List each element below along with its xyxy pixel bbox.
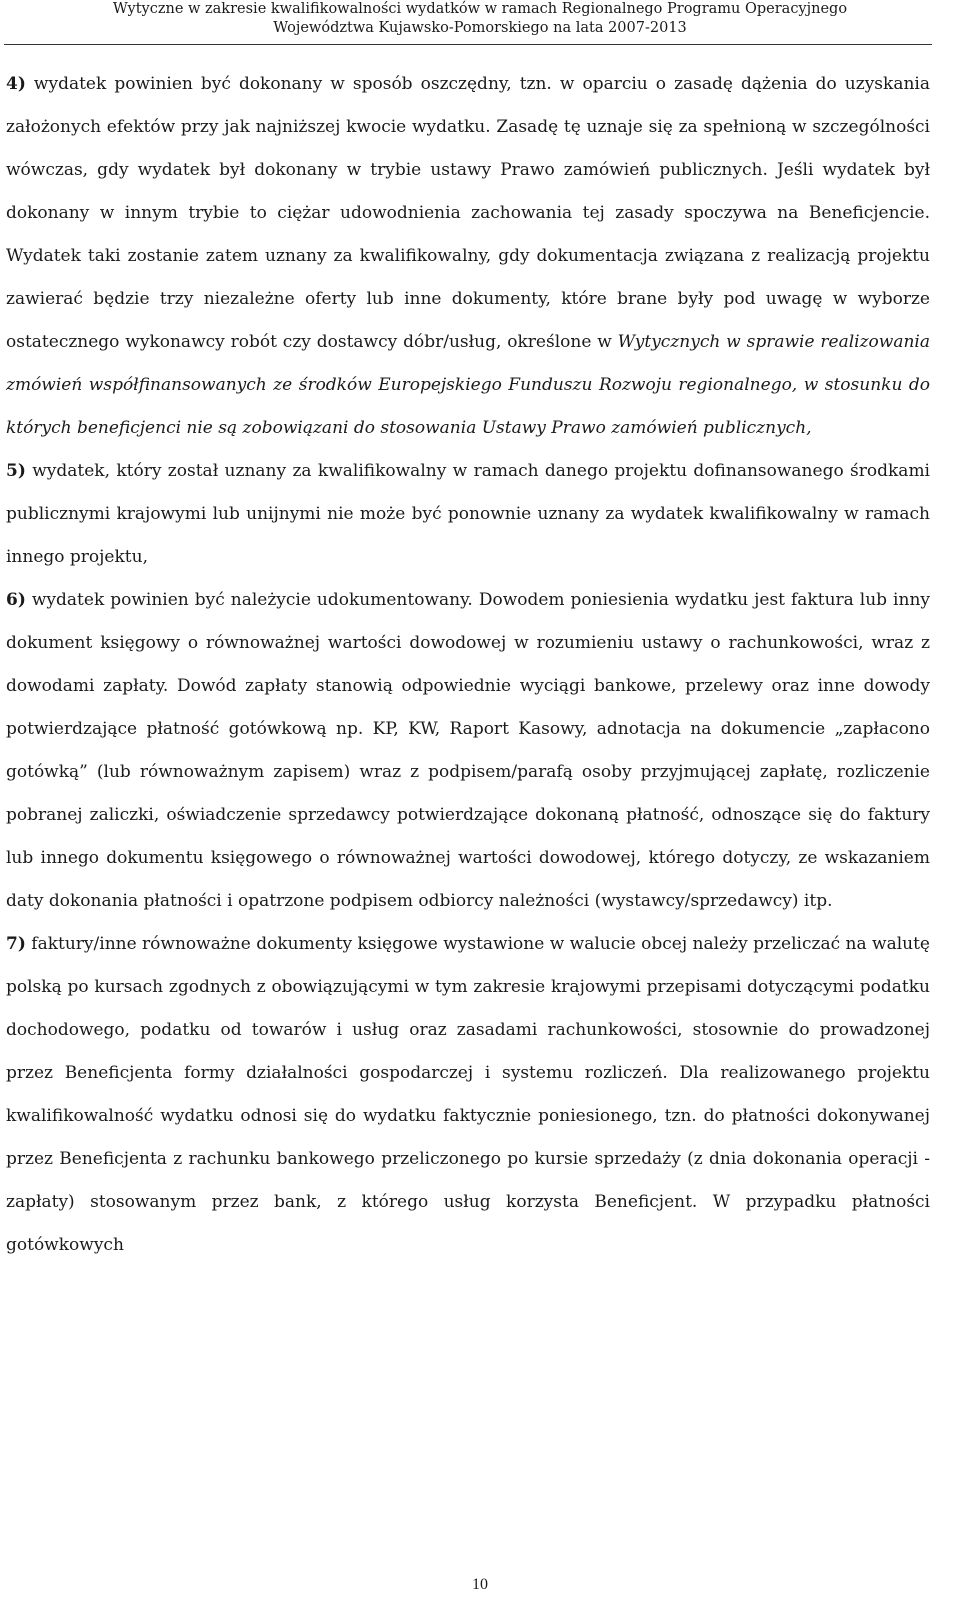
- item-number: 4): [6, 74, 26, 94]
- list-item-5: [6, 450, 930, 579]
- item-text: wydatek powinien być należycie udokumentowany. Dowodem poniesienia wydatku jest faktura lub inny dokument księgowy o równoważnej wartości dowodowej w rozumieniu ustawy o rachunkowości, wraz z dowodami zapłaty. Dowód zapłaty stanowią odpowiednie wyciągi bankowe, przelewy oraz inne dowody potwierdzające płatność gotówkową np. KP, KW, Raport Kasowy, adnotacja na dokumencie „zapłacono gotówką” (lub równoważnym zapisem) wraz z podpisem/parafą osoby przyjmującej zapłatę, rozliczenie pobranej zaliczki, oświadczenie sprzedawcy potwierdzające dokonaną płatność, odnoszące się do faktury lub innego dokumentu księgowego o równoważnej wartości dowodowej, którego dotyczy, ze wskazaniem daty dokonania płatności i opatrzone podpisem odbiorcy należności (wystawcy/sprzedawcy) itp.: [6, 590, 930, 911]
- list-item-6: [6, 579, 930, 923]
- item-number: 6): [6, 590, 26, 610]
- item-text: faktury/inne równoważne dokumenty księgowe wystawione w walucie obcej należy przeliczać na walutę polską po kursach zgodnych z obowiązującymi w tym zakresie krajowymi przepisami dotyczącymi podatku dochodowego, podatku od towarów i usług oraz zasadami rachunkowości, stosownie do prowadzonej przez Beneficjenta formy działalności gospodarczej i systemu rozliczeń. Dla realizowanego projektu kwalifikowalność wydatku odnosi się do wydatku faktycznie poniesionego, tzn. do płatności dokonywanej przez Beneficjenta z rachunku bankowego przeliczonego po kursie sprzedaży (z dnia dokonania operacji - zapłaty) stosowanym przez bank, z którego usług korzysta Beneficjent. W przypadku płatności gotówkowych: [6, 934, 930, 1255]
- item-number: 5): [6, 461, 26, 481]
- list-item-7: [6, 923, 930, 1267]
- running-header: [0, 0, 960, 38]
- header-line-2: Województwa Kujawsko-Pomorskiego na lata 2007-2013: [273, 20, 687, 36]
- item-italic-reference: Wytycznych w sprawie realizowania zmówień współfinansowanych ze środków Europejskiego Funduszu Rozwoju regionalnego, w stosunku do których beneficjenci nie są zobowiązani do stosowania Ustawy Prawo zamówień publicznych,: [6, 332, 930, 438]
- item-number: 7): [6, 934, 26, 954]
- list-item-4: [6, 63, 930, 450]
- page-number: 10: [472, 1576, 488, 1593]
- item-text: wydatek, który został uznany za kwalifikowalny w ramach danego projektu dofinansowanego środkami publicznymi krajowymi lub unijnymi nie może być ponownie uznany za wydatek kwalifikowalny w ramach innego projektu,: [6, 461, 930, 567]
- item-text: wydatek powinien być dokonany w sposób oszczędny, tzn. w oparciu o zasadę dążenia do uzyskania założonych efektów przy jak najniższej kwocie wydatku. Zasadę tę uznaje się za spełnioną w szczególności wówczas, gdy wydatek był dokonany w trybie ustawy Prawo zamówień publicznych. Jeśli wydatek był dokonany w innym trybie to ciężar udowodnienia zachowania tej zasady spoczywa na Beneficjencie. Wydatek taki zostanie zatem uznany za kwalifikowalny, gdy dokumentacja związana z realizacją projektu zawierać będzie trzy niezależne oferty lub inne dokumenty, które brane były pod uwagę w wyborze ostatecznego wykonawcy robót czy dostawcy dóbr/usług, określone w: [6, 74, 930, 352]
- header-divider: [4, 44, 932, 45]
- header-line-1: Wytyczne w zakresie kwalifikowalności wydatków w ramach Regionalnego Programu Operacyjnego: [112, 1, 848, 17]
- body-text: [6, 63, 930, 1267]
